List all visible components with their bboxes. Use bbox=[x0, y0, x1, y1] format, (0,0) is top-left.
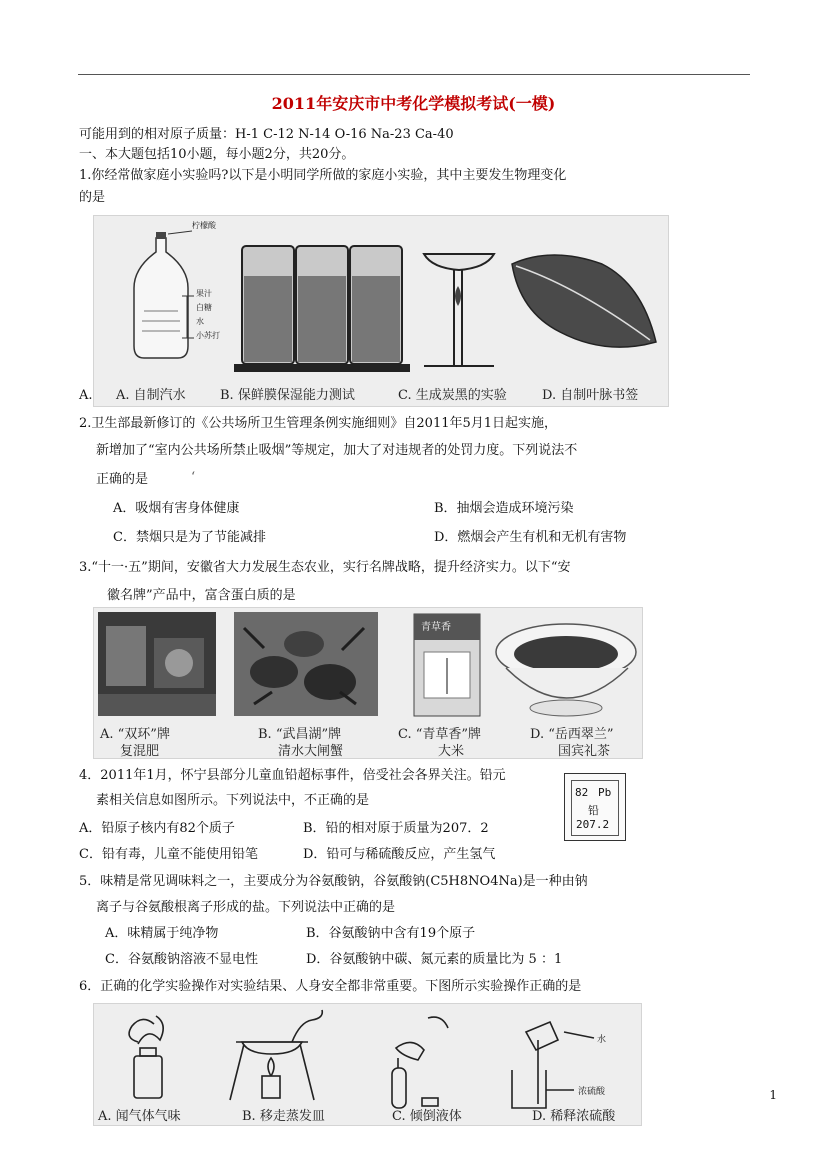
q3-figure bbox=[93, 607, 643, 759]
q5-option-d: D．谷氨酸钠中碳、氮元素的质量比为 5 ：1 bbox=[306, 952, 563, 967]
q1-caption-b: B. 保鲜膜保湿能力测试 bbox=[220, 388, 355, 403]
q2-stem-cont: 新增加了“室内公共场所禁止吸烟”等规定，加大了对违规者的处罚力度。下列说法不 bbox=[96, 443, 578, 458]
q2-option-d: D．燃烟会产生有机和无机有害物 bbox=[434, 530, 627, 545]
q4-stem: 4．2011年1月，怀宁县部分儿童血铅超标事件，倍受社会各界关注。铅元 bbox=[79, 768, 506, 783]
q6-label-acid: 浓硫酸 bbox=[578, 1087, 606, 1097]
q2-stem: 2.卫生部最新修订的《公共场所卫生管理条例实施细则》自2011年5月1日起实施， bbox=[79, 416, 558, 431]
q4-stem-cont: 素相关信息如图所示。下列说法中，不正确的是 bbox=[96, 793, 370, 808]
q3-caption-c: C. “青草香”牌 bbox=[398, 727, 482, 742]
q5-option-b: B．谷氨酸钠中含有19个原子 bbox=[306, 926, 476, 941]
q3-caption-c-sub: 大米 bbox=[438, 744, 465, 759]
q6-label-water: 水 bbox=[597, 1035, 607, 1045]
q1-stem: 1.你经常做家庭小实验吗?以下是小明同学所做的家庭小实验，其中主要发生物理变化 bbox=[79, 168, 567, 183]
q1-label-juice: 果汁 bbox=[196, 289, 212, 298]
q3-caption-a-sub: 复混肥 bbox=[120, 744, 160, 759]
q3-caption-d: D. “岳西翠兰” bbox=[530, 727, 614, 742]
q2-stray-mark: ‘ bbox=[191, 470, 196, 485]
q3-caption-a: A. “双环”牌 bbox=[100, 727, 170, 742]
header-rule bbox=[78, 74, 750, 75]
q5-stem-cont: 离子与谷氨酸根离子形成的盐。下列说法中正确的是 bbox=[96, 900, 396, 915]
q1-stem-cont: 的是 bbox=[79, 190, 106, 205]
q1-figure bbox=[93, 215, 669, 407]
q3-caption-b: B. “武昌湖”牌 bbox=[258, 727, 342, 742]
element-name: 铅 bbox=[588, 804, 599, 817]
q6-caption-b: B. 移走蒸发皿 bbox=[242, 1109, 325, 1124]
q3-stem-cont: 徽名牌”产品中，富含蛋白质的是 bbox=[107, 588, 296, 603]
q3-stem: 3.“十一·五”期间，安徽省大力发展生态农业，实行名牌战略，提升经济实力。以下“安 bbox=[79, 560, 571, 575]
q6-figure bbox=[93, 1003, 642, 1126]
q6-stem: 6．正确的化学实验操作对实验结果、人身安全都非常重要。下图所示实验操作正确的是 bbox=[79, 979, 582, 994]
q1-label-water: 水 bbox=[196, 317, 204, 326]
q6-caption-c: C. 倾倒液体 bbox=[392, 1109, 462, 1124]
page-number: 1 bbox=[769, 1088, 777, 1102]
q1-bottle-label: 柠檬酸 bbox=[192, 221, 216, 230]
q3-caption-b-sub: 清水大闸蟹 bbox=[278, 744, 344, 759]
q1-illustrations bbox=[94, 216, 668, 406]
q2-option-a: A．吸烟有害身体健康 bbox=[113, 501, 240, 516]
q6-caption-d: D. 稀释浓硫酸 bbox=[532, 1109, 616, 1124]
q5-stem: 5．味精是常见调味料之一，主要成分为谷氨酸钠，谷氨酸钠(C5H8NO4Na)是一种由钠 bbox=[79, 874, 588, 889]
q6-caption-a: A. 闻气体气味 bbox=[98, 1109, 181, 1124]
q1-prefix: A. bbox=[79, 388, 93, 403]
section-heading: 一、本大题包括10小题，每小题2分，共20分。 bbox=[79, 147, 355, 162]
q1-label-sugar: 白糖 bbox=[196, 303, 212, 312]
q3-bag-brand: 青草香 bbox=[421, 622, 451, 633]
q5-option-c: C．谷氨酸钠溶液不显电性 bbox=[105, 952, 258, 967]
element-symbol: Pb bbox=[598, 786, 612, 799]
q3-caption-d-sub: 国宾礼茶 bbox=[558, 744, 611, 759]
q2-option-c: C．禁烟只是为了节能减排 bbox=[113, 530, 266, 545]
q1-caption-a: A. 自制汽水 bbox=[116, 388, 186, 403]
q4-option-d: D．铅可与稀硫酸反应，产生氢气 bbox=[303, 847, 496, 862]
q4-option-c: C．铅有毒，儿童不能使用铅笔 bbox=[79, 847, 258, 862]
element-mass: 207.2 bbox=[576, 818, 610, 831]
q2-stem-cont2: 正确的是 bbox=[96, 472, 149, 487]
q2-option-b: B．抽烟会造成环境污染 bbox=[434, 501, 574, 516]
q1-caption-c: C. 生成炭黑的实验 bbox=[398, 388, 507, 403]
element-number: 82 bbox=[575, 786, 589, 799]
q1-label-soda: 小苏打 bbox=[196, 331, 220, 340]
atomic-masses: 可能用到的相对原子质量：H-1 C-12 N-14 O-16 Na-23 Ca-40 bbox=[79, 127, 454, 142]
q5-option-a: A．味精属于纯净物 bbox=[105, 926, 219, 941]
lead-element-card bbox=[564, 773, 626, 841]
q1-caption-d: D. 自制叶脉书签 bbox=[542, 388, 639, 403]
page-title: 2011年安庆市中考化学模拟考试(一模) bbox=[271, 94, 556, 113]
q4-option-a: A．铅原子核内有82个质子 bbox=[79, 821, 235, 836]
q4-option-b: B．铅的相对原于质量为207．2 bbox=[303, 821, 489, 836]
